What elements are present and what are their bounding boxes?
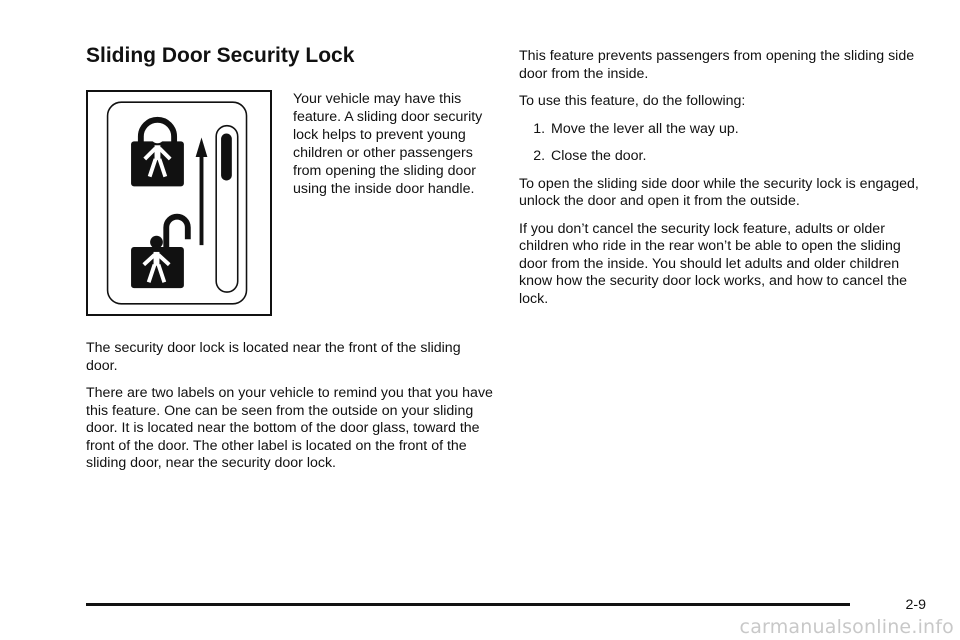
paragraph: If you don’t cancel the security lock feature, adults or older children who ride in the rear won’t be able to open the sliding door from the inside. You should let adults and older children know how the security door lock works, and how to cancel the lock. bbox=[519, 220, 907, 307]
paragraph: To use this feature, do the following: bbox=[519, 93, 746, 109]
page-title: Sliding Door Security Lock bbox=[86, 44, 355, 67]
left-column-text bbox=[86, 340, 496, 483]
locked-padlock-child-icon bbox=[131, 120, 184, 187]
steps-list bbox=[519, 121, 929, 166]
feature-intro: Your vehicle may have this feature. A sliding door security lock helps to prevent young children or other passengers from opening the sliding door using the inside door handle. bbox=[293, 91, 483, 197]
up-arrow-icon bbox=[196, 137, 208, 245]
page-number: 2-9 bbox=[905, 597, 926, 613]
right-column-text bbox=[519, 48, 929, 318]
paragraph: The security door lock is located near the front of the sliding door. bbox=[86, 340, 461, 374]
security-lock-diagram bbox=[86, 90, 272, 316]
list-item: 1. Move the lever all the way up. bbox=[549, 121, 929, 139]
unlocked-padlock-child-icon bbox=[131, 217, 188, 288]
paragraph: This feature prevents passengers from opening the sliding side door from the inside. bbox=[519, 48, 915, 82]
watermark: carmanualsonline.info bbox=[739, 616, 954, 638]
paragraph: There are two labels on your vehicle to remind you that you have this feature. One can be seen from the outside on your sliding door. It is located near the bottom of the door glass, toward the front of the door. The other label is located on the front of the sliding door, near the security door lock. bbox=[86, 385, 493, 471]
lever-slot-icon bbox=[216, 126, 238, 292]
footer-rule bbox=[86, 603, 850, 606]
list-item: 2. Close the door. bbox=[549, 148, 929, 166]
paragraph: To open the sliding side door while the security lock is engaged, unlock the door and open it from the outside. bbox=[519, 175, 919, 209]
